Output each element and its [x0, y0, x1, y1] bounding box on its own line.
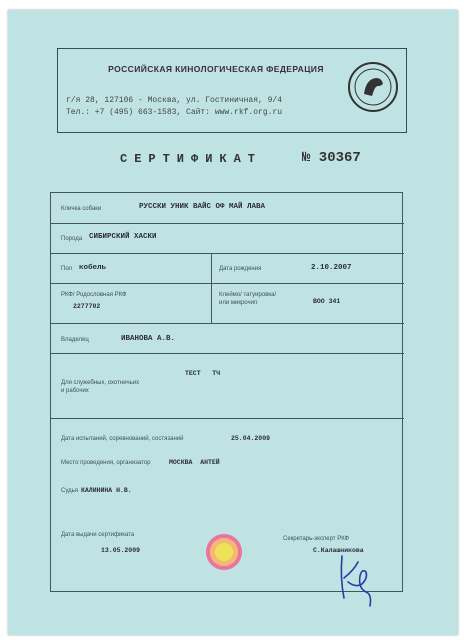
pedigree-label: РКФ/ Родословная РКФ — [61, 292, 127, 298]
place-label: Место проведения, организатор — [61, 460, 151, 466]
dob-value: 2.10.2007 — [311, 264, 352, 272]
organization-name: РОССИЙСКАЯ КИНОЛОГИЧЕСКАЯ ФЕДЕРАЦИЯ — [108, 64, 324, 74]
secretary-label: Секретарь-эксперт РКФ — [283, 536, 350, 542]
column-divider — [211, 253, 212, 323]
certificate-number: № 30367 — [302, 150, 361, 166]
test-date-value: 25.04.2009 — [231, 435, 271, 442]
test-value: ТЕСТ ТЧ — [185, 370, 221, 377]
grade-label: Для служебных, охотничьих и рабочих — [61, 380, 140, 394]
place-value: МОСКВА АНТЕЙ — [169, 459, 220, 466]
contacts-line: Тел.: +7 (495) 663-1583, Сайт: www.rkf.org.ru — [66, 108, 283, 117]
test-date-label: Дата испытаний, соревнований, состязаний — [61, 436, 184, 442]
name-value: РУССКИ УНИК ВАЙС ОФ МАЙ ЛАВА — [139, 203, 266, 211]
row-divider — [51, 323, 404, 324]
row-divider — [51, 253, 404, 254]
secretary-name: С.Калашникова — [313, 547, 364, 554]
row-divider — [51, 418, 404, 419]
header-box — [57, 48, 407, 133]
row-divider — [51, 223, 404, 224]
tattoo-value: ВОО 341 — [313, 298, 341, 305]
signature — [332, 548, 382, 610]
sex-label: Пол — [61, 266, 73, 272]
row-divider — [51, 283, 404, 284]
row-divider — [51, 353, 404, 354]
dob-label: Дата рождения — [219, 266, 262, 272]
issue-date-value: 13.05.2009 — [101, 547, 141, 554]
breed-value: СИБИРСКИЙ ХАСКИ — [89, 233, 157, 241]
owner-label: Владелец — [61, 337, 89, 343]
judge-label: Судья — [61, 488, 79, 494]
rkf-emblem-icon — [347, 61, 399, 113]
stamp-seal — [206, 534, 242, 570]
breed-label: Порода — [61, 236, 83, 242]
certificate-table — [50, 192, 403, 592]
judge-value: КАЛИНИНА Н.В. — [81, 487, 132, 494]
organization-address — [66, 95, 282, 119]
name-label: Кличка собаки — [61, 206, 102, 212]
sex-value: кобель — [79, 264, 107, 272]
tattoo-label: Клеймо/ татуировка/ или микрочип — [219, 292, 277, 306]
address-line: г/я 28, 127106 - Москва, ул. Гостиничная, 9/4 — [66, 96, 283, 105]
issue-date-label: Дата выдачи сертификата — [61, 532, 135, 538]
certificate-title: СЕРТИФИКАТ — [120, 152, 263, 166]
owner-value: ИВАНОВА А.В. — [121, 335, 176, 343]
pedigree-value: 2277702 — [73, 303, 101, 310]
